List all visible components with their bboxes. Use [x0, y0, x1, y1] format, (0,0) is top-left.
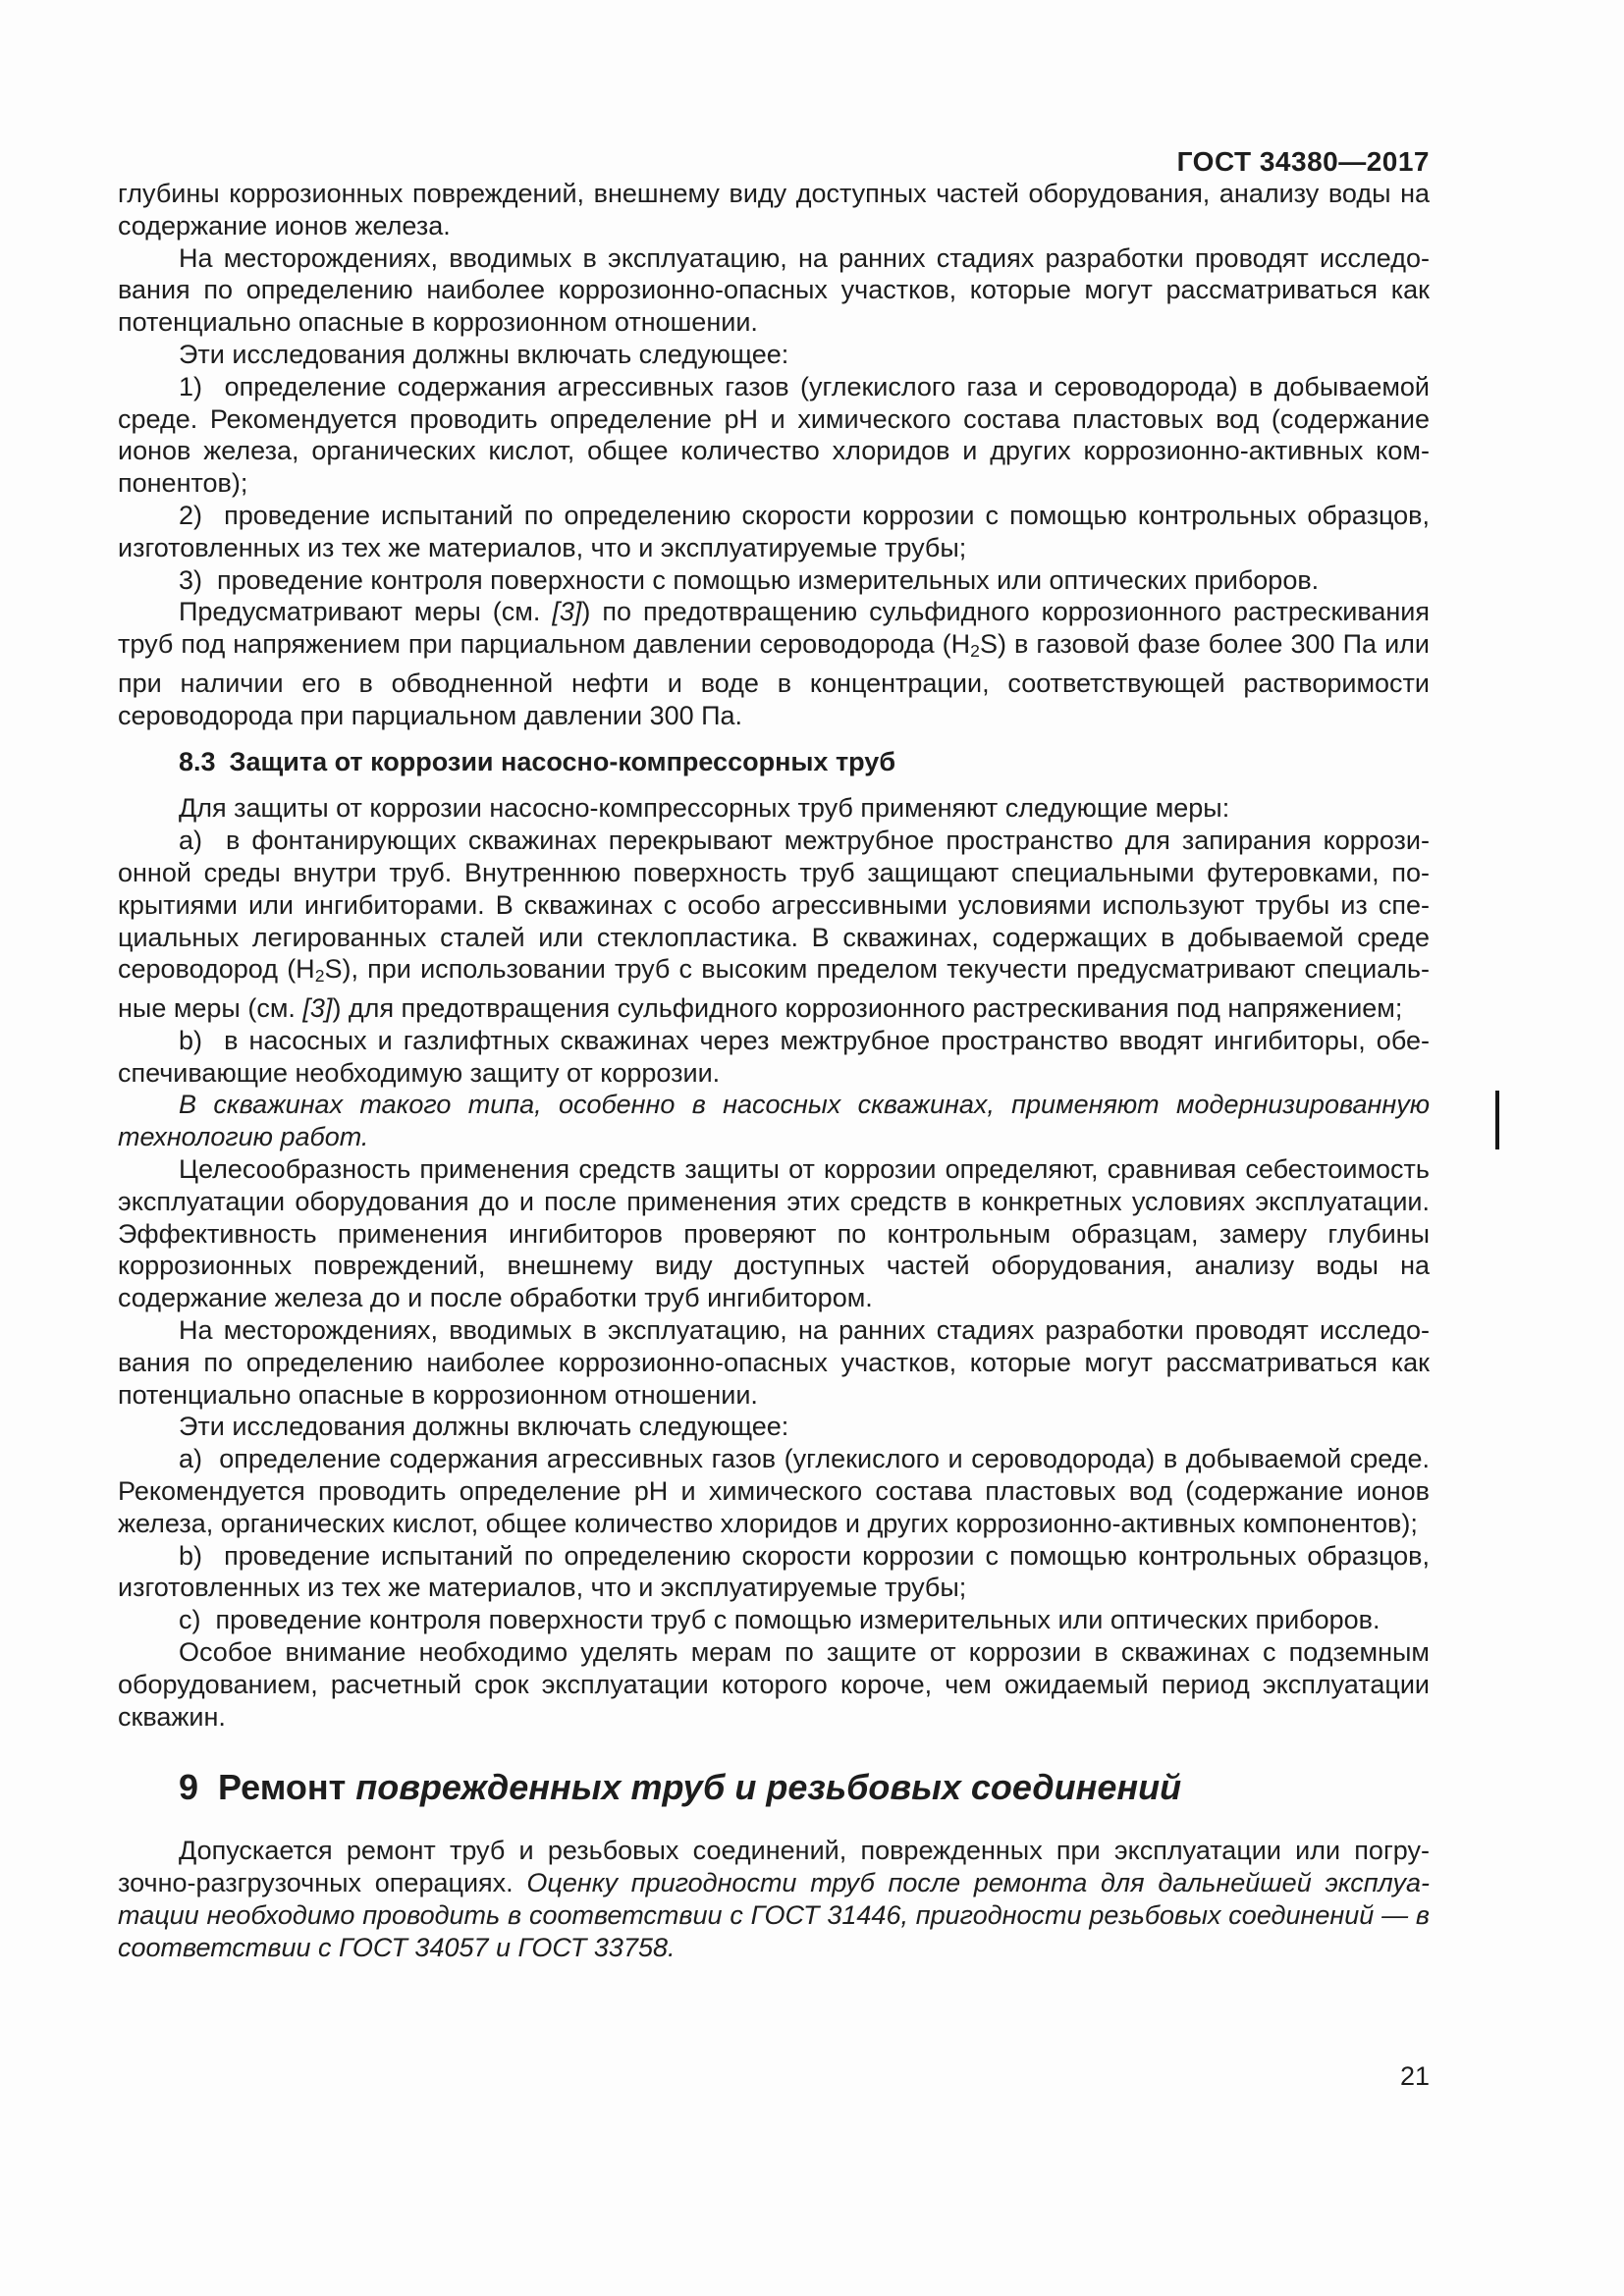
paragraph-continuation: глубины коррозионных повреждений, внешнему виду доступных частей оборудования, анализу воды на содержание ионов железа. [118, 179, 1430, 240]
list-item-a [118, 825, 1430, 1025]
section-title-italic: поврежденных труб и резьбовых соединений [355, 1767, 1182, 1808]
text-segment: Предусматривают меры (см. [179, 597, 553, 627]
text-segment: S) в газовой фазе более 300 Па или при наличии его в обводненной нефти и воде в концентрации, соответствующей растворимости сероводорода при парциальном давлении 300 Па. [118, 629, 1430, 730]
page-number: 21 [1399, 2061, 1430, 2091]
text-segment: ) по предотвращению сульфидного коррозионного растрескивания труб под напряжением при парциальном давлении сероводорода (H [118, 597, 1431, 660]
paragraph-studies-include: Эти исследования должны включать следующее: [179, 339, 789, 369]
reference-3: [3] [302, 993, 333, 1024]
section-8-3-heading [118, 745, 1430, 778]
change-marker-bar [1495, 1091, 1499, 1149]
paragraph-protection-measures: Для защиты от коррозии насосно-компрессорных труб применяют следующие меры: [179, 793, 1230, 824]
list-item-3: 3) проведение контроля поверхности с помощью измерительных или оптических приборов. [179, 564, 1320, 595]
section-title: Защита от коррозии насосно-компрессорных труб [229, 747, 896, 777]
text-segment: а) в фонтанирующих скважинах перекрывают межтрубное пространство для запирания коррозионной среды внутри труб. Внутреннюю поверхность труб защищают специальными футеровками, покрытиями или ингибиторами. В скважинах с особо агрессивными условиями используют трубы из специальных легированных сталей или стеклопластика. В скважинах, содержащих в добываемой среде сероводород (H [118, 826, 1430, 985]
paragraph-studies-include-2: Эти исследования должны включать следующее: [179, 1412, 789, 1442]
section-title-regular: Ремонт [218, 1767, 356, 1808]
paragraph-sulfide-measures [118, 596, 1430, 731]
list-item-2: 2) проведение испытаний по определению скорости коррозии с помощью контрольных образцов, изготовленных из тех же материалов, что и эксплуатируемые трубы; [118, 500, 1430, 562]
paragraph-repair [118, 1835, 1430, 1963]
list-item-a2: а) определение содержания агрессивных газов (углекислого и сероводорода) в добываемой среде. Рекомендуется проводить определение pH и химического состава пластовых вод (содержание ионов железа, органических кислот, общее количество хлоридов и других коррозионно-активных компонентов); [118, 1444, 1430, 1538]
list-item-c2: c) проведение контроля поверхности труб с помощью измерительных или оптических приборов. [179, 1605, 1380, 1635]
paragraph-field-studies-2: На месторождениях, вводимых в эксплуатацию, на ранних стадиях разработки проводят исследования по определению наиболее коррозионно-опасных участков, которые могут рассматриваться как потенциально опасные в коррозионном отношении. [118, 1315, 1430, 1410]
list-item-b: b) в насосных и газлифтных скважинах через межтрубное пространство вводят ингибиторы, обеспечивающие необходимую защиту от коррозии. [118, 1025, 1430, 1088]
paragraph-special-attention: Особое внимание необходимо уделять мерам по защите от коррозии в скважинах с подземным оборудованием, расчетный срок эксплуатации которого короче, чем ожидаемый период эксплуатации скважин. [118, 1636, 1430, 1732]
subscript-2: 2 [970, 641, 980, 662]
subscript-2: 2 [314, 966, 325, 987]
list-item-1: 1) определение содержания агрессивных газов (углекислого газа и сероводорода) в добываемой среде. Рекомендуется проводить определение pH и химического состава пластовых вод (содержание ионов железа, органических кислот, общее количество хлоридов и других коррозионно-активных компонентов); [118, 371, 1430, 499]
list-item-b2: b) проведение испытаний по определению скорости коррозии с помощью контрольных образцов, изготовленных из тех же материалов, что и эксплуатируемые трубы; [118, 1540, 1430, 1603]
reference-3: [3] [552, 597, 582, 627]
text-column [118, 0, 1430, 1964]
text-segment: S), при использовании труб с высоким пределом текучести предусматривают специальные меры (см. [118, 954, 1430, 1024]
paragraph-modernized-technology: В скважинах такого типа, особенно в насосных скважинах, применяют модернизированную технологию работ. [118, 1090, 1430, 1152]
section-number: 8.3 [179, 747, 216, 777]
text-segment: Допускается ремонт труб и резьбовых соединений, поврежденных при эксплуатации или погрузочно-разгрузочных операциях. [118, 1836, 1430, 1898]
text-segment: ) для предотвращения сульфидного коррозионного растрескивания под напряжением; [332, 993, 1403, 1024]
text-segment-italic: Оценку пригодности труб после ремонта для дальнейшей эксплуатации необходимо проводить в соответствии с ГОСТ 31446, пригодности резьбовых соединений — в соответствии с ГОСТ 34057 и ГОСТ 33758. [118, 1868, 1430, 1962]
section-9-heading [118, 1766, 1430, 1809]
doc-code-header: ГОСТ 34380—2017 [1176, 146, 1430, 177]
paragraph-field-studies: На месторождениях, вводимых в эксплуатацию, на ранних стадиях разработки проводят исследования по определению наиболее коррозионно-опасных участков, которые могут рассматриваться как потенциально опасные в коррозионном отношении. [118, 242, 1430, 338]
changed-block [118, 1089, 1430, 1153]
section-number: 9 [179, 1767, 199, 1808]
paragraph-cost-effectiveness: Целесообразность применения средств защиты от коррозии определяют, сравнивая себестоимость эксплуатации оборудования до и после применения этих средств в конкретных условиях эксплуатации. Эффективность применения ингибиторов проверяют по контрольным образцам, замеру глубины коррозионных повреждений, внешнему виду доступных частей оборудования, анализу воды на содержание железа до и после обработки труб ингибитором. [118, 1154, 1430, 1313]
